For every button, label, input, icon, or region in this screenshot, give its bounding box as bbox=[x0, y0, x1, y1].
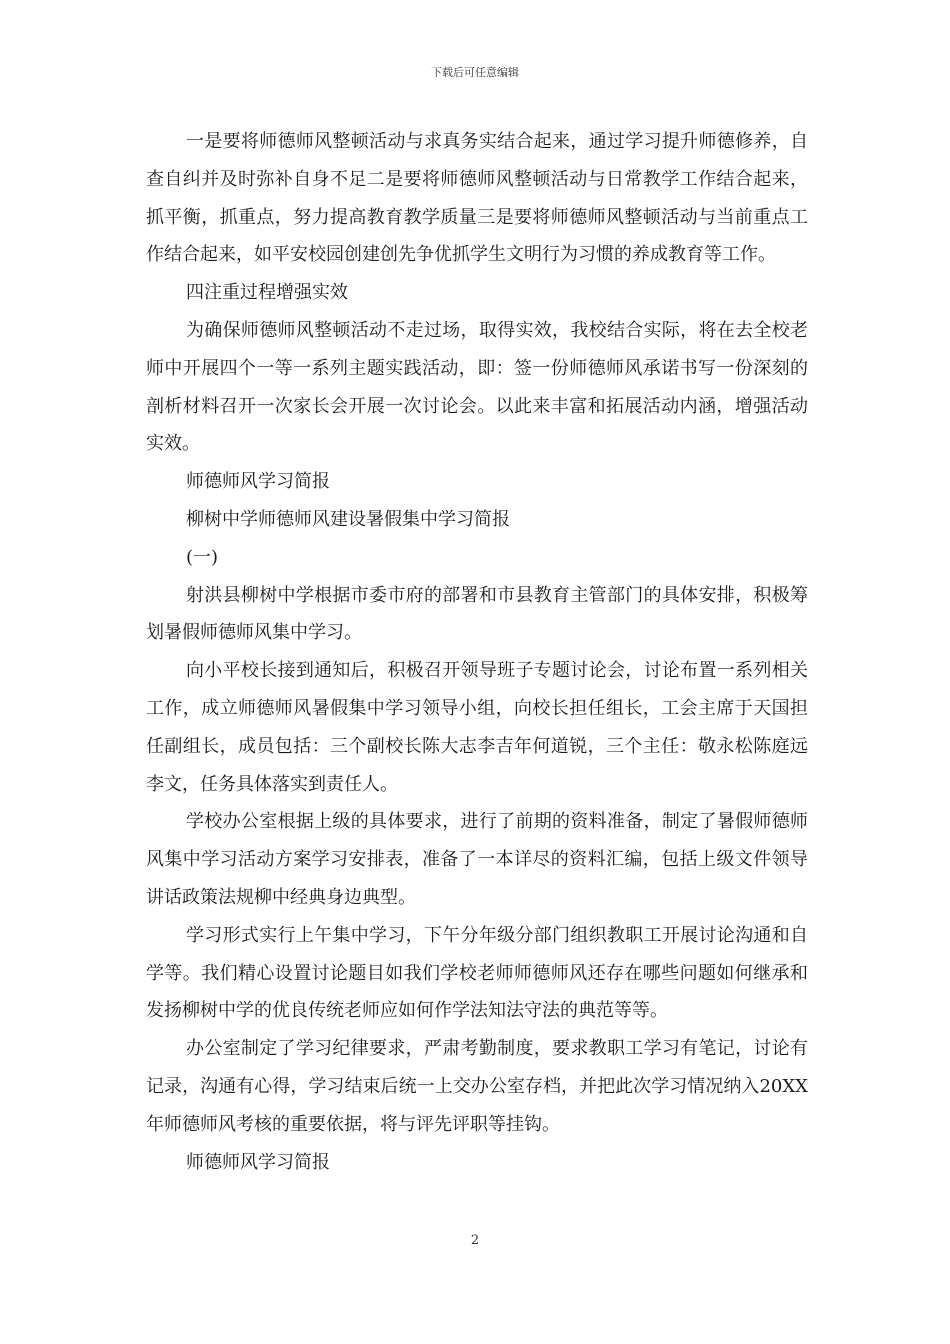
document-body bbox=[146, 123, 808, 1181]
paragraph-6: 学习形式实行上午集中学习，下午分年级分部门组织教职工开展讨论沟通和自学等。我们精心设置讨论题目如我们学校老师师德师风还存在哪些问题如何继承和发扬柳树中学的优良传统老师应如何作学法知法守法的典范等等。 bbox=[146, 924, 808, 1022]
paragraph-1: 一是要将师德师风整顿活动与求真务实结合起来，通过学习提升师德修养，自查自纠并及时弥补自身不足二是要将师德师风整顿活动与日常教学工作结合起来，抓平衡，抓重点，努力提高教育教学质量三是要将师德师风整顿活动与当前重点工作结合起来，如平安校园创建创先争优抓学生文明行为习惯的养成教育等工作。 bbox=[146, 131, 808, 266]
paragraph-7: 办公室制定了学习纪律要求，严肃考勤制度，要求教职工学习有笔记，讨论有记录，沟通有心得，学习结束后统一上交办公室存档，并把此次学习情况纳入20XX年师德师风考核的重要依据，将与评先评职等挂钩。 bbox=[146, 1038, 808, 1135]
page-header-note: 下载后可任意编辑 bbox=[431, 66, 519, 79]
page-number: 2 bbox=[470, 1233, 480, 1248]
paragraph-5: 学校办公室根据上级的具体要求，进行了前期的资料准备，制定了暑假师德师风集中学习活动方案学习安排表，准备了一本详尽的资料汇编，包括上级文件领导讲话政策法规柳中经典身边典型。 bbox=[146, 811, 808, 908]
paragraph-2: 为确保师德师风整顿活动不走过场，取得实效，我校结合实际，将在去全校老师中开展四个一等一系列主题实践活动，即：签一份师德师风承诺书写一份深刻的剖析材料召开一次家长会开展一次讨论会。以此来丰富和拓展活动内涵，增强活动实效。 bbox=[146, 319, 808, 455]
briefing-part-number: (一) bbox=[186, 546, 219, 568]
paragraph-3: 射洪县柳树中学根据市委市府的部署和市县教育主管部门的具体安排，积极筹划暑假师德师风集中学习。 bbox=[146, 584, 808, 644]
briefing-title: 师德师风学习简报 bbox=[186, 471, 330, 493]
paragraph-4: 向小平校长接到通知后，积极召开领导班子专题讨论会，讨论布置一系列相关工作，成立师德师风暑假集中学习领导小组，向校长担任组长，工会主席于天国担任副组长，成员包括：三个副校长陈大志李吉年何道锐，三个主任：敬永松陈庭远李文，任务具体落实到责任人。 bbox=[146, 660, 808, 795]
briefing-title-repeat: 师德师风学习简报 bbox=[186, 1151, 330, 1173]
section-heading-process: 四注重过程增强实效 bbox=[186, 282, 348, 304]
briefing-subtitle: 柳树中学师德师风建设暑假集中学习简报 bbox=[186, 508, 510, 530]
